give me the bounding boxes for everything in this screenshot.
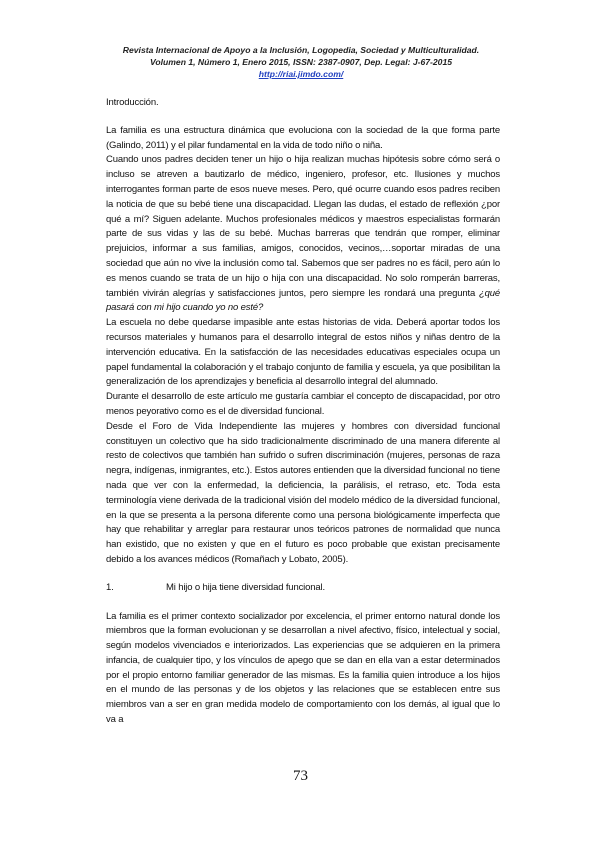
journal-issue-info: Volumen 1, Número 1, Enero 2015, ISSN: 2387-0907, Dep. Legal: J-67-2015 bbox=[149, 57, 453, 67]
paragraph-parents-text: Cuando unos padres deciden tener un hijo o hija realizan muchas hipótesis sobre cómo será o incluso se atreven a bautizarlo de médico, ingeniero, profesor, etc. Ilusiones y muchos interrogantes forman parte de esos nueve meses. Pero, qué ocurre cuando esos padres reciben la noticia de que su bebé tiene una discapacidad. Llegan las dudas, el estado de reflexión ¿por qué a mí? Siguen adelante. Muchos profesionales médicos y maestros especialistas formarán parte de sus vidas y las de su bebé. Muchas barreras que tendrán que romper, eliminar prejuicios, informar a sus familias, amigos, conocidos, vecinos,…soportar miradas de una sociedad que aún no vive la inclusión como tal. Sabemos que ser padres no es fácil, pero aún lo es menos cuando se trata de un hijo o hija con una discapacidad. No solo romperán barreras, también vivirán alegrías y satisfacciones juntos, pero siempre les rondará una pregunta bbox=[106, 154, 500, 299]
journal-header bbox=[100, 44, 502, 80]
paragraph-parents-diagnosis bbox=[106, 153, 500, 316]
intro-heading: Introducción. bbox=[106, 97, 159, 108]
page-number: 73 bbox=[293, 768, 308, 784]
section-number: 1. bbox=[106, 581, 114, 593]
journal-title: Revista Internacional de Apoyo a la Inclusión, Logopedia, Sociedad y Multiculturalidad. bbox=[122, 45, 480, 55]
paragraph-functional-diversity: Durante el desarrollo de este artículo me gustaría cambiar el concepto de discapacidad, por otro menos peyorativo como es el de diversidad funcional. bbox=[106, 391, 500, 417]
journal-url-link[interactable]: http://riai.jimdo.com/ bbox=[258, 69, 344, 79]
paragraph-family-socializer: La familia es el primer contexto socializador por excelencia, el primer entorno natural donde los miembros que la forman evolucionan y se desarrollan a nivel afectivo, físico, intelectual y social, según modelos vivenciados e interiorizados. Las experiencias que se adquieren en la primera infancia, de cualquier tipo, y los vínculos de apego que se dan en ella van a estar determinados por el propio entorno familiar generador de las mismas. Es la familia quien introduce a los hijos en el mundo de las personas y de los objetos y las relaciones que se establecen entre sus miembros van a ser en gran medida modelo de comportamiento con los demás, al igual que lo va a bbox=[106, 610, 500, 726]
article-body bbox=[106, 96, 500, 728]
paragraph-school-role: La escuela no debe quedarse impasible ante estas historias de vida. Deberá aportar todos los recursos materiales y humanos para el desarrollo integral de estos niños y niñas dentro de la intervención educativa. En la satisfacción de las necesidades educativas especiales ocupa un papel fundamental la colaboración y el trabajo conjunto de familia y escuela, ya que posibilitan la generalización de los aprendizajes y beneficia al desarrollo integral del alumnado. bbox=[106, 317, 500, 388]
paragraph-independent-living-forum: Desde el Foro de Vida Independiente las mujeres y hombres con diversidad funcional constituyen un colectivo que ha sido tradicionalmente discriminado de una manera diferente al resto de colectivos que también han sufrido o sufren discriminación (mujeres, personas de raza negra, indígenas, inmigrantes, etc.). Estos autores entienden que la diversidad funcional no tiene nada que ver con la enfermedad, la deficiencia, la parálisis, el retraso, etc. Toda esta terminología viene derivada de la tradicional visión del modelo médico de la diversidad funcional, en la que se presenta a la persona diferente como una persona biológicamente imperfecta que hay que rehabilitar y arreglar para restaurar unos teóricos patrones de normalidad que nunca han existido, que no existen y que en el futuro es poco probable que existan precisamente debido a los avances médicos (Romañach y Lobato, 2005). bbox=[106, 420, 500, 565]
paragraph-family-definition: La familia es una estructura dinámica que evoluciona con la sociedad de la que forma parte (Galindo, 2011) y el pilar fundamental en la vida de todo niño o niña. bbox=[106, 124, 500, 151]
section-title: Mi hijo o hija tiene diversidad funcional. bbox=[166, 581, 325, 593]
section-heading bbox=[106, 581, 500, 596]
paragraph-parents-question: ¿qué pasará con mi hijo cuando yo no esté? bbox=[106, 287, 500, 314]
